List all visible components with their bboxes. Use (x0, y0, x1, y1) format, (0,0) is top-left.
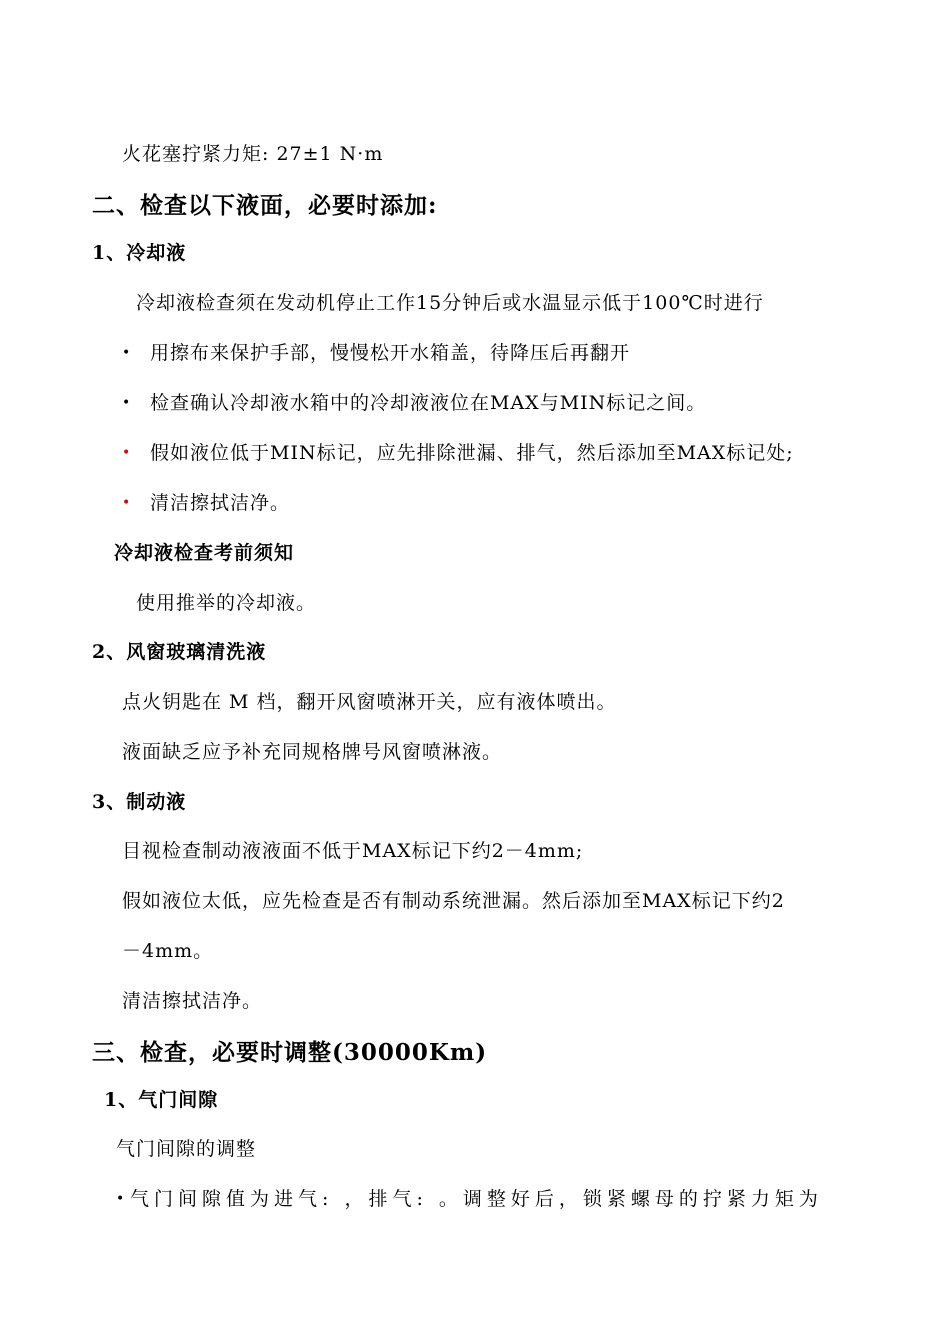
section-3-heading: 三、检查，必要时调整(30000Km) (92, 1039, 488, 1066)
coolant-bullet-text: 用擦布来保护手部，慢慢松开水箱盖，待降压后再翻开 (150, 342, 631, 364)
bullet-dot-icon: • (116, 1191, 126, 1207)
section-2-heading: 二、检查以下液面，必要时添加: (92, 192, 438, 219)
coolant-bullet-1 (122, 338, 630, 365)
bullet-dot-icon: • (122, 345, 132, 361)
brake-text-2-cont: －4mm。 (122, 940, 214, 962)
coolant-heading: 1、冷却液 (92, 242, 187, 264)
coolant-bullet-text: 假如液位低于MIN标记，应先排除泄漏、排气，然后添加至MAX标记处; (150, 442, 794, 464)
coolant-note-text: 使用推举的冷却液。 (136, 592, 317, 614)
coolant-intro-text: 冷却液检查须在发动机停止工作15分钟后或水温显示低于100℃时进行 (136, 292, 764, 314)
valve-bullet-text: 气门间隙值为进气: ，排气: 。调整好后，锁紧螺母的拧紧力矩为 (130, 1188, 823, 1210)
coolant-bullet-2 (122, 388, 706, 415)
brake-text-3: 清洁擦拭洁净。 (122, 990, 263, 1012)
coolant-note-heading: 冷却液检查考前须知 (114, 542, 295, 564)
valve-bullet (116, 1184, 823, 1211)
coolant-bullet-4 (122, 488, 290, 515)
washer-text-2: 液面缺乏应予补充同规格牌号风窗喷淋液。 (122, 741, 503, 763)
coolant-bullet-text: 清洁擦拭洁净。 (150, 492, 291, 514)
coolant-bullet-3 (122, 438, 794, 465)
brake-text-2: 假如液位太低，应先检查是否有制动系统泄漏。然后添加至MAX标记下约2 (122, 890, 785, 912)
spark-plug-torque-text: 火花塞拧紧力矩: 27±1 N·m (122, 143, 384, 165)
brake-fluid-heading: 3、制动液 (92, 791, 187, 813)
bullet-dot-icon: • (122, 495, 132, 511)
valve-clearance-subtitle: 气门间隙的调整 (116, 1138, 257, 1160)
coolant-bullet-text: 检查确认冷却液水箱中的冷却液液位在MAX与MIN标记之间。 (150, 392, 707, 414)
bullet-dot-icon: • (122, 395, 132, 411)
washer-text-1: 点火钥匙在 M 档，翻开风窗喷淋开关，应有液体喷出。 (122, 691, 617, 713)
washer-fluid-heading: 2、风窗玻璃清洗液 (92, 641, 267, 663)
bullet-dot-icon: • (122, 445, 132, 461)
valve-clearance-heading: 1、气门间隙 (104, 1089, 219, 1111)
brake-text-1: 目视检查制动液液面不低于MAX标记下约2－4mm; (122, 840, 584, 862)
